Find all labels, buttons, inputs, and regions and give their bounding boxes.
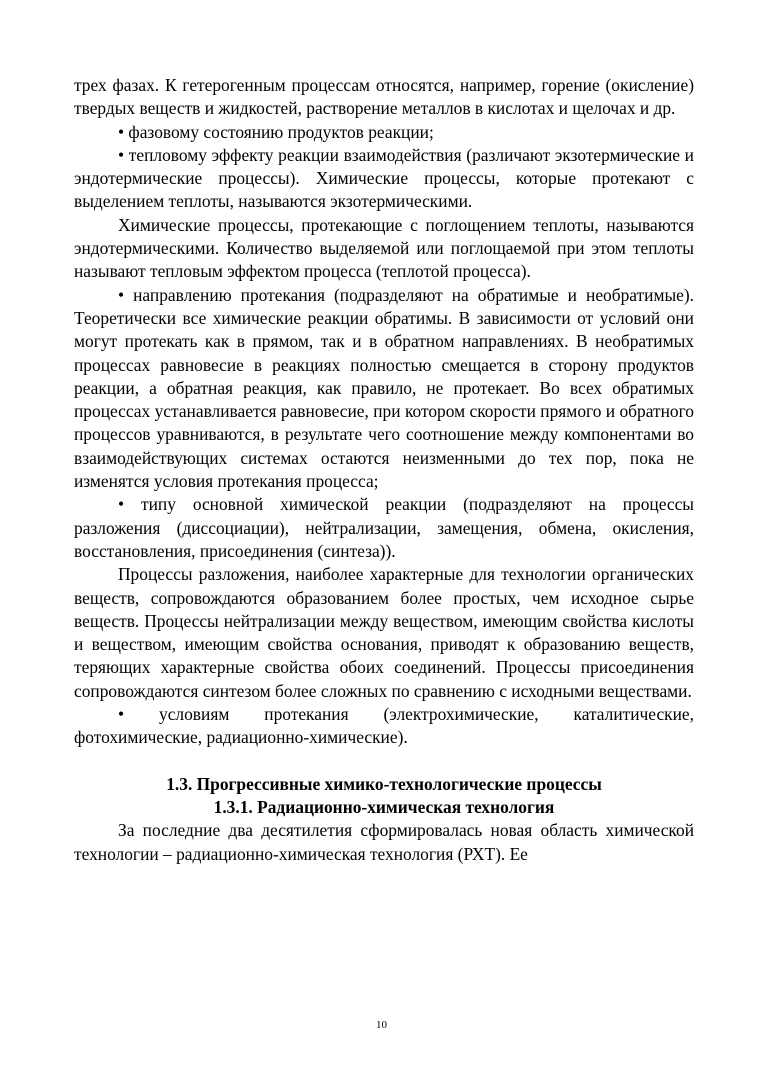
- page-number: 10: [376, 1019, 387, 1031]
- paragraph-rxt-intro: За последние два десятилетия сформировалась новая область химической технологии – радиационно-химическая технология (РХТ). Ее: [74, 820, 694, 864]
- paragraph-endothermic: Химические процессы, протекающие с поглощением теплоты, называются эндотермическими. Количество выделяемой или поглощаемой при этом теплоты называют тепловым эффектом процесса (теплотой процесса).: [74, 214, 694, 282]
- bullet-thermal-effect: • тепловому эффекту реакции взаимодействия (различают экзотермические и эндотермические процессы). Химические процессы, которые протекают с выделением теплоты, называются экзотермическими.: [74, 144, 694, 212]
- bullet-conditions: • условиям протекания (электрохимические, каталитические, фотохимические, радиационно-химические).: [74, 704, 694, 748]
- subsection-heading: 1.3.1. Радиационно-химическая технология: [213, 796, 555, 817]
- paragraph-decomposition: Процессы разложения, наиболее характерные для технологии органических веществ, сопровождаются образованием более простых, чем исходное сырье веществ. Процессы нейтрализации между веществом, имеющим свойства кислоты и веществом, имеющим свойства основания, приводят к образованию веществ, теряющих характерные свойства обоих соединений. Процессы присоединения сопровождаются синтезом более сложных по сравнению с исходными веществами.: [74, 564, 694, 701]
- page-body: [74, 74, 694, 866]
- section-heading: 1.3. Прогрессивные химико-технологические процессы: [166, 773, 602, 794]
- paragraph-heterogeneous: трех фазах. К гетерогенным процессам относятся, например, горение (окисление) твердых веществ и жидкостей, растворение металлов в кислотах и щелочах и др.: [74, 75, 694, 119]
- bullet-reaction-type: • типу основной химической реакции (подразделяют на процессы разложения (диссоциации), нейтрализации, замещения, обмена, окисления, восстановления, присоединения (синтеза)).: [74, 494, 694, 561]
- bullet-direction: • направлению протекания (подразделяют на обратимые и необратимые). Теоретически все химические реакции обратимы. В зависимости от условий они могут протекать как в прямом, так и в обратном направлениях. В необратимых процессах равновесие в реакциях полностью смещается в сторону продуктов реакции, а обратная реакция, как правило, не протекает. Во всех обратимых процессах устанавливается равновесие, при котором скорости прямого и обратного процессов уравниваются, в результате чего соотношение между компонентами во взаимодействующих системах остаются неизменными до тех пор, пока не изменятся условия протекания процесса;: [74, 284, 694, 492]
- bullet-phase-state: • фазовому состоянию продуктов реакции;: [118, 121, 434, 142]
